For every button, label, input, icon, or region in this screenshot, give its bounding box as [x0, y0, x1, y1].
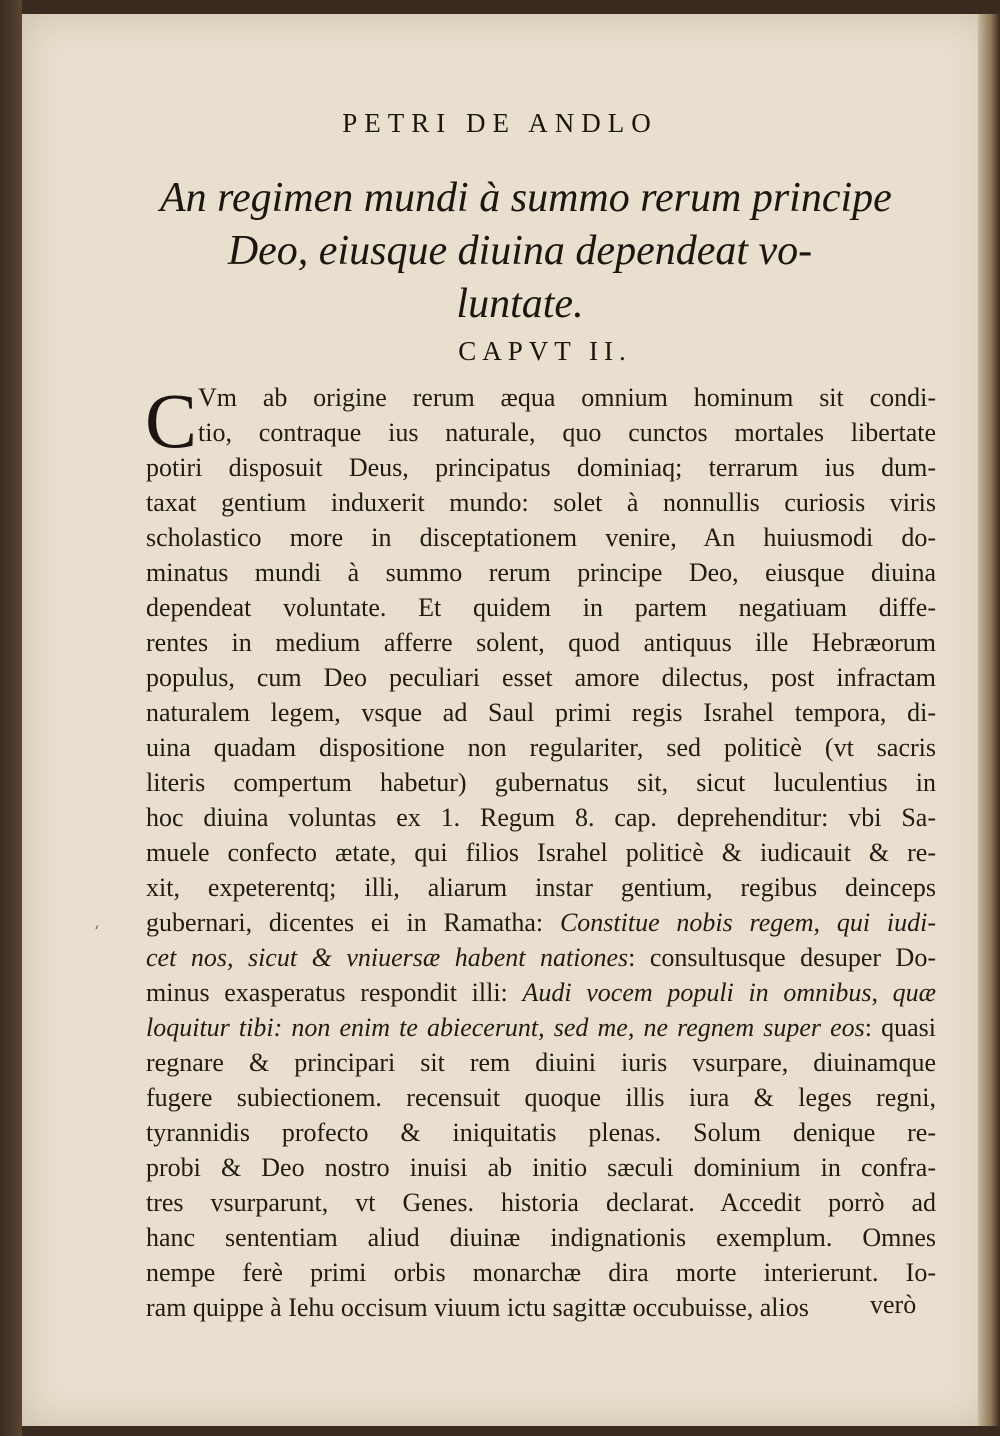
text-run: populus, cum Deo peculiari esset amore dilectus, post infractam	[146, 663, 936, 692]
text-run: fugere subiectionem. recensuit quoque illis iura & leges regni,	[146, 1083, 936, 1112]
italic-quotation: Audi vocem populi in omnibus, quæ	[522, 978, 936, 1007]
text-run: : consultusque desuper Do-	[628, 943, 936, 972]
text-run: taxat gentium induxerit mundo: solet à nonnullis curiosis viris	[146, 488, 936, 517]
text-run: tio, contraque ius naturale, quo cunctos mortales libertate	[198, 418, 936, 447]
text-line	[146, 1220, 936, 1255]
text-run: xit, expeterentq; illi, aliarum instar gentium, regibus deinceps	[146, 873, 936, 902]
text-run: rentes in medium afferre solent, quod antiquus ille Hebræorum	[146, 628, 936, 657]
text-line	[146, 695, 936, 730]
text-line	[146, 450, 936, 485]
text-line	[146, 590, 936, 625]
text-line	[146, 660, 936, 695]
text-line	[146, 1185, 936, 1220]
text-run: nempe ferè primi orbis monarchæ dira morte interierunt. Io-	[146, 1258, 936, 1287]
text-line	[146, 1080, 936, 1115]
text-run: ram quippe à Iehu occisum viuum ictu sagittæ occubuisse, alios	[146, 1293, 809, 1322]
drop-cap: C	[145, 377, 198, 464]
italic-quotation: cet nos, sicut & vniuersæ habent nationes	[146, 943, 629, 972]
text-line	[146, 415, 936, 450]
text-line	[146, 975, 936, 1010]
text-line	[146, 835, 936, 870]
text-line	[146, 1115, 936, 1150]
book-gutter	[0, 0, 22, 1436]
text-line	[146, 1010, 936, 1045]
body-text	[145, 377, 936, 1325]
chapter-title	[160, 172, 892, 331]
text-run: muele confecto ætate, qui filios Israhel politicè & iudicauit & re-	[146, 838, 936, 867]
text-line	[146, 1045, 936, 1080]
margin-mark: ‘	[94, 922, 100, 941]
text-run: potiri disposuit Deus, principatus dominiaq; terrarum ius dum-	[146, 453, 936, 482]
text-line	[146, 765, 936, 800]
text-run: minus exasperatus respondit illi:	[146, 978, 523, 1007]
chapter-heading: CAPVT II.	[458, 336, 632, 366]
title-line: luntate.	[456, 281, 584, 327]
text-line	[146, 1150, 936, 1185]
text-line	[146, 800, 936, 835]
text-line	[146, 1290, 936, 1325]
text-run: gubernari, dicentes ei in Ramatha:	[146, 908, 560, 937]
text-line	[146, 625, 936, 660]
text-run: scholastico more in disceptationem venire, An huiusmodi do-	[146, 523, 936, 552]
catchword: verò	[870, 1290, 917, 1319]
text-line	[146, 730, 936, 765]
text-run: naturalem legem, vsque ad Saul primi regis Israhel tempora, di-	[146, 698, 936, 727]
text-line	[146, 870, 936, 905]
text-line	[146, 380, 936, 415]
text-run: probi & Deo nostro inuisi ab initio sæculi dominium in confra-	[146, 1153, 936, 1182]
text-line	[146, 485, 936, 520]
text-line	[146, 520, 936, 555]
text-run: literis compertum habetur) gubernatus sit, sicut luculentius in	[146, 768, 936, 797]
text-line	[146, 905, 936, 940]
text-run: minatus mundi à summo rerum principe Deo, eiusque diuina	[146, 558, 936, 587]
text-run: hanc sententiam aliud diuinæ indignationis exemplum. Omnes	[146, 1223, 936, 1252]
title-line: Deo, eiusque diuina dependeat vo-	[227, 228, 813, 274]
running-head: PETRI DE ANDLO	[342, 108, 658, 138]
italic-quotation: loquitur tibi: non enim te abiecerunt, sed me, ne regnem super eos	[146, 1013, 865, 1042]
text-line	[146, 555, 936, 590]
title-line: An regimen mundi à summo rerum principe	[160, 175, 892, 221]
text-run: regnare & principari sit rem diuini iuris vsurpare, diuinamque	[146, 1048, 936, 1077]
text-run: : quasi	[864, 1013, 936, 1042]
text-run: hoc diuina voluntas ex 1. Regum 8. cap. deprehenditur: vbi Sa-	[146, 803, 936, 832]
text-line	[146, 940, 936, 975]
text-run: dependeat voluntate. Et quidem in partem negatiuam diffe-	[146, 593, 936, 622]
text-run: Vm ab origine rerum æqua omnium hominum sit condi-	[198, 383, 936, 412]
text-line	[146, 1255, 936, 1290]
text-run: tres vsurparunt, vt Genes. historia declarat. Accedit porrò ad	[146, 1188, 936, 1217]
text-run: tyrannidis profecto & iniquitatis plenas. Solum denique re-	[146, 1118, 936, 1147]
italic-quotation: Constitue nobis regem, qui iudi-	[559, 908, 936, 937]
text-run: uina quadam dispositione non regulariter, sed politicè (vt sacris	[146, 733, 936, 762]
page-edge	[978, 14, 1000, 1426]
